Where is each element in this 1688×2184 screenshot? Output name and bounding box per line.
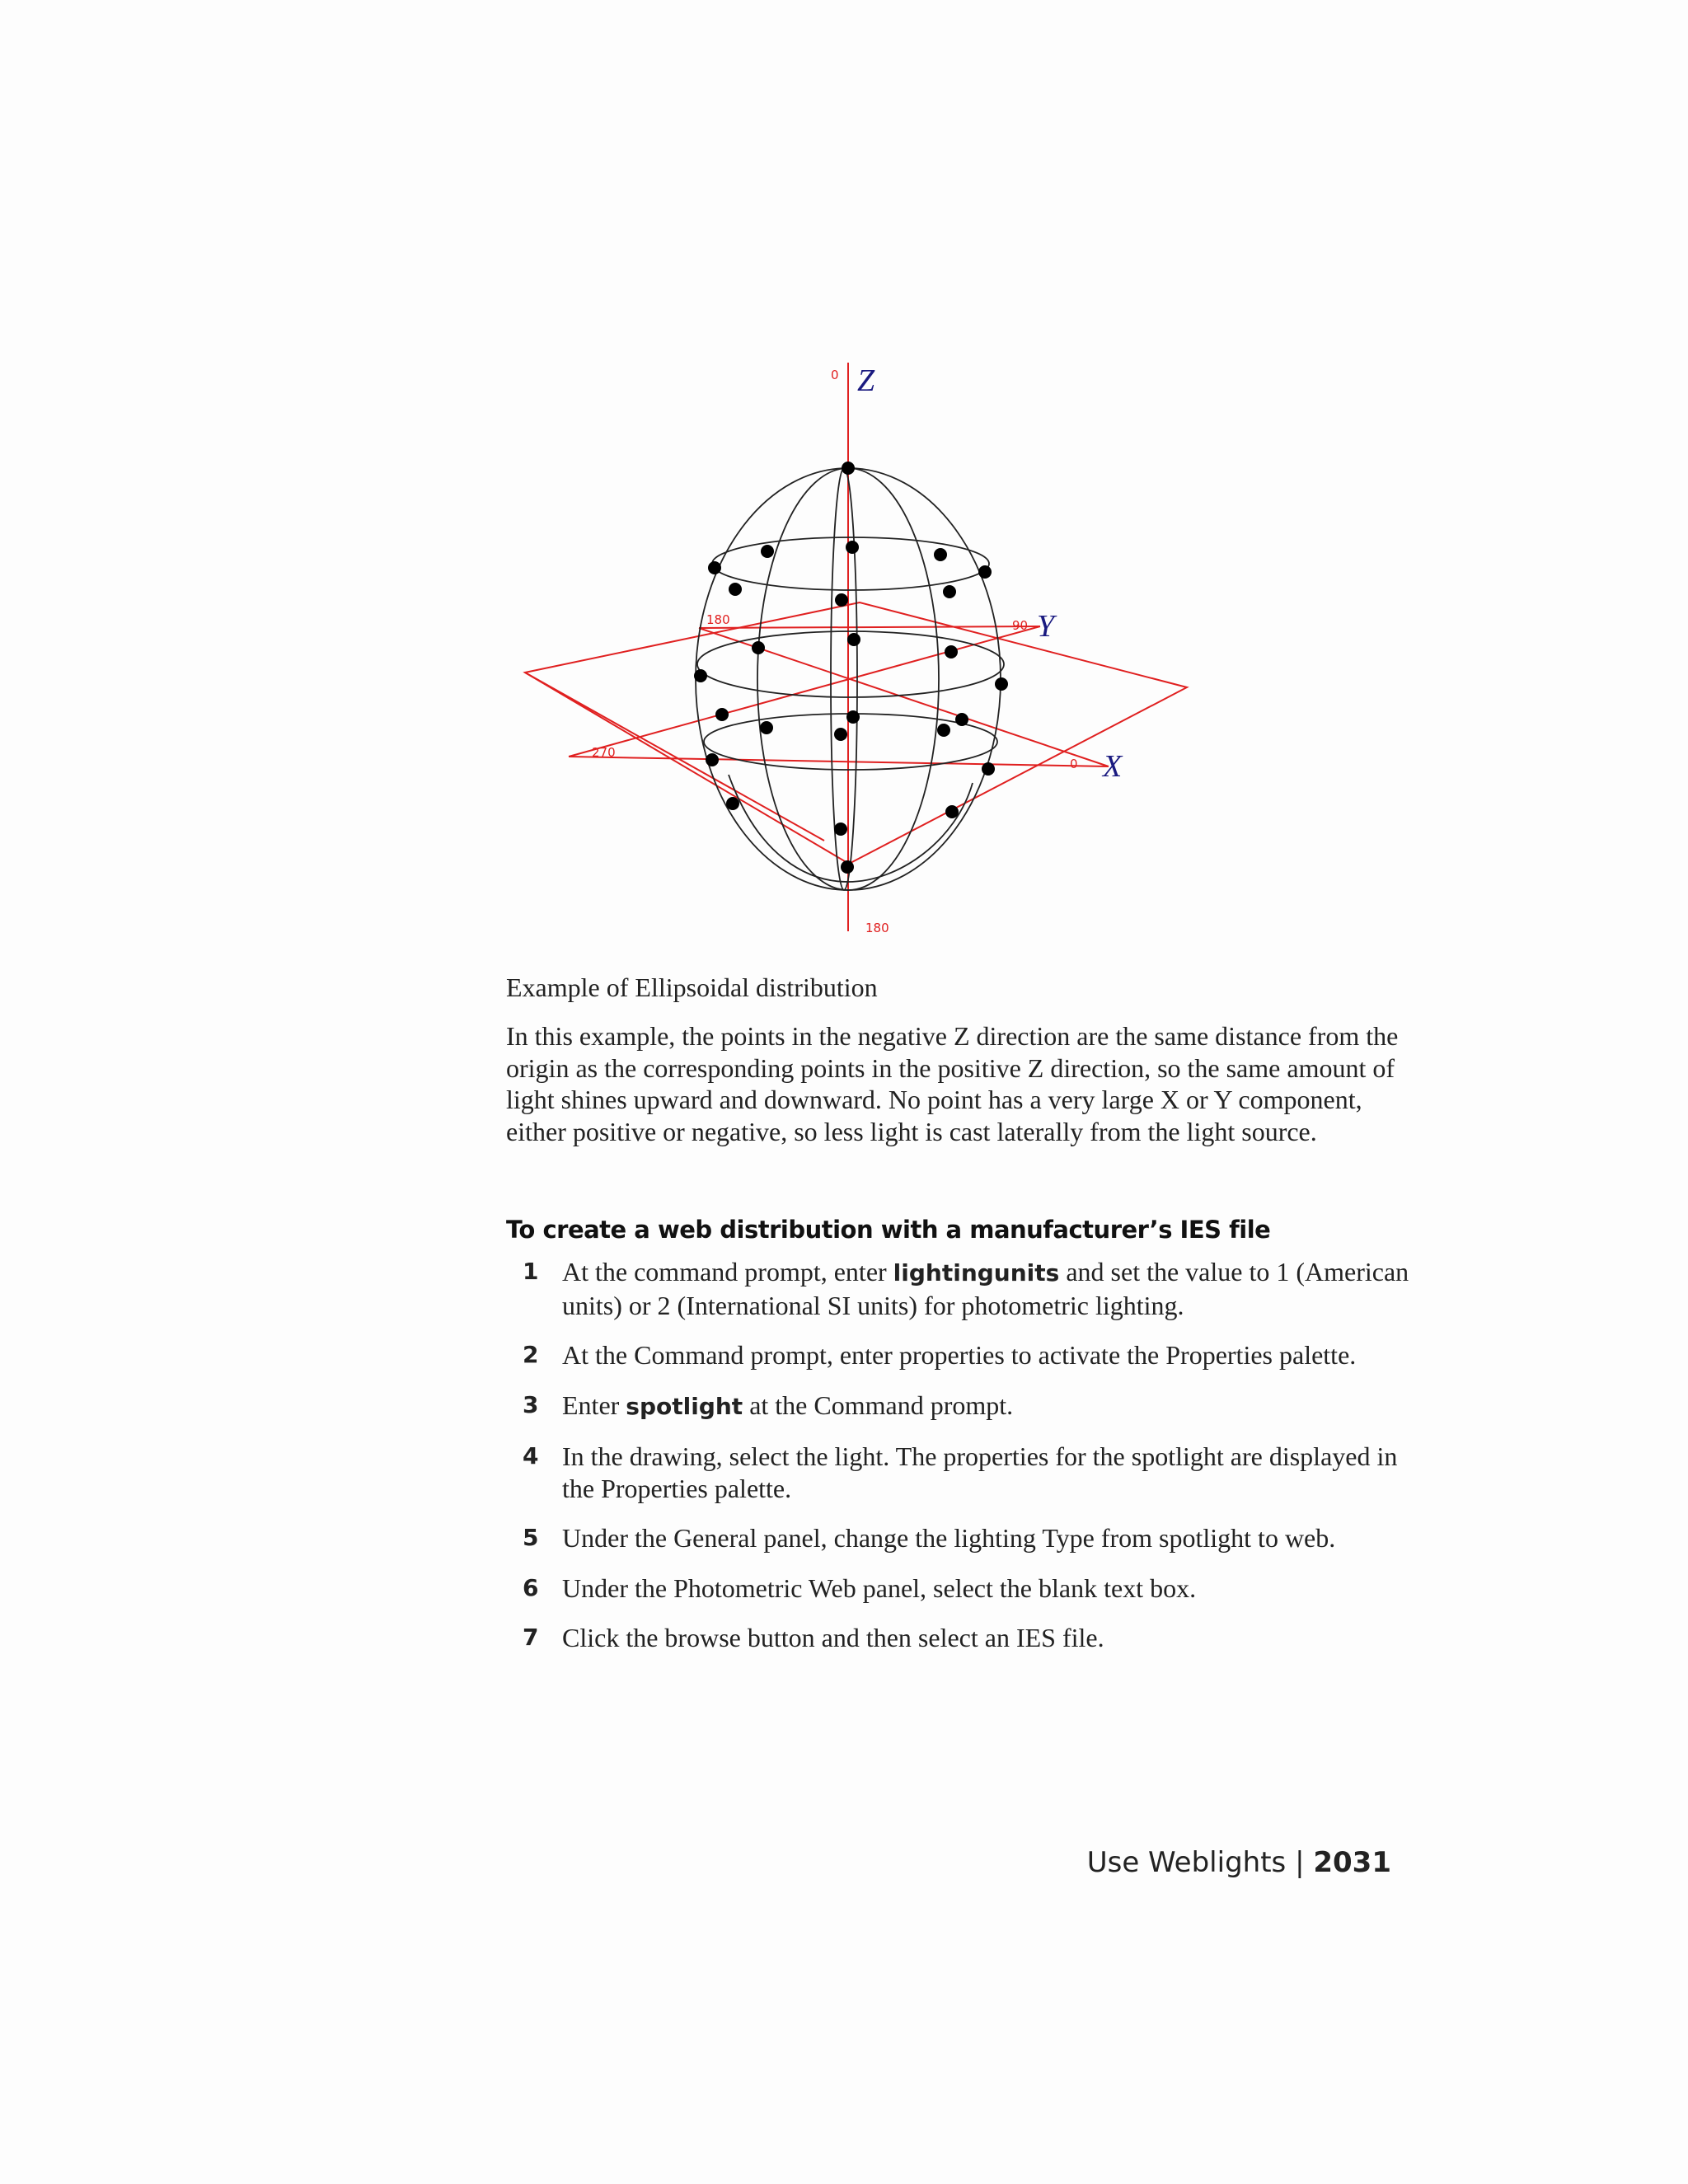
x-neg-tick-label: 270 (592, 745, 616, 760)
data-point (937, 724, 950, 737)
x-axis-line (569, 757, 1109, 766)
y-neg-tick-label: 180 (706, 612, 730, 627)
page-number: 2031 (1313, 1846, 1391, 1879)
data-point (945, 805, 959, 818)
data-point (978, 565, 992, 579)
command-keyword: lightingunits (893, 1259, 1060, 1286)
step-number: 4 (523, 1442, 539, 1469)
body-paragraph: In this example, the points in the negative Z direction are the same distance from the origin as the corresponding points in the positive Z direction, so the same amount of light shines upward and downward. No point has a very large X or Y component, either positive or negative, so less light is cast laterally from the light source. (506, 1021, 1399, 1146)
data-point (945, 645, 958, 658)
y-axis-line (699, 626, 1040, 628)
data-point (846, 541, 859, 554)
step-number: 2 (523, 1341, 539, 1368)
step-number: 5 (523, 1524, 539, 1551)
footer-separator: | (1295, 1846, 1305, 1879)
step-number: 6 (523, 1573, 539, 1601)
data-point (834, 728, 847, 741)
z-axis-label: Z (857, 363, 875, 398)
data-point (752, 641, 765, 654)
data-point (834, 823, 847, 836)
data-point (708, 561, 721, 574)
z-bottom-tick-label: 180 (865, 921, 889, 935)
step-2 (506, 1339, 1413, 1371)
data-point (726, 797, 739, 810)
z-top-tick-label: 0 (831, 368, 839, 382)
data-point (835, 593, 848, 607)
data-point (955, 713, 968, 726)
data-point (995, 677, 1008, 691)
ellipsoidal-distribution-figure (0, 0, 1688, 972)
step-number: 3 (523, 1390, 539, 1418)
step-text: Click the browse button and then select an IES file. (562, 1623, 1104, 1652)
data-point (934, 548, 947, 561)
step-text: At the Command prompt, enter properties to activate the Properties palette. (562, 1340, 1357, 1370)
step-4 (506, 1441, 1413, 1504)
data-point (846, 710, 860, 724)
step-7 (506, 1622, 1413, 1654)
y-pos-tick-label: 90 (1012, 618, 1029, 633)
step-text: Under the Photometric Web panel, select the blank text box. (562, 1572, 1197, 1603)
step-text: Enter spotlight at the Command prompt. (562, 1390, 1014, 1420)
page-footer (1087, 1846, 1391, 1879)
data-point (943, 585, 956, 598)
data-point (729, 583, 742, 596)
step-1 (506, 1256, 1413, 1321)
step-text: In the drawing, select the light. The properties for the spotlight are displayed in the Properties palette. (562, 1441, 1398, 1503)
data-point (694, 669, 707, 682)
step-text: At the command prompt, enter lightingunits and set the value to 1 (American units) or 2 (International SI units) for photometric lighting. (562, 1257, 1409, 1320)
data-point (842, 462, 855, 475)
procedure-steps (506, 1256, 1413, 1654)
x-pos-tick-label: 0 (1070, 757, 1078, 771)
data-point (847, 633, 860, 646)
command-keyword: spotlight (626, 1392, 743, 1420)
step-5 (506, 1522, 1413, 1554)
data-point (982, 762, 995, 776)
x-axis-label: X (1103, 749, 1123, 784)
data-point (706, 753, 719, 766)
data-point (760, 721, 773, 734)
data-point (715, 708, 729, 721)
figure-caption: Example of Ellipsoidal distribution (506, 972, 878, 1002)
step-3 (506, 1390, 1413, 1423)
data-point (841, 860, 854, 874)
step-6 (506, 1572, 1413, 1605)
y-axis-label: Y (1037, 609, 1055, 644)
procedure-heading: To create a web distribution with a manufacturer’s IES file (506, 1216, 1271, 1244)
footer-section-title: Use Weblights (1086, 1846, 1287, 1879)
step-number: 7 (523, 1624, 539, 1651)
step-number: 1 (523, 1258, 539, 1285)
data-point (761, 545, 774, 558)
axes-group (525, 363, 1187, 931)
step-text: Under the General panel, change the lighting Type from spotlight to web. (562, 1523, 1336, 1553)
